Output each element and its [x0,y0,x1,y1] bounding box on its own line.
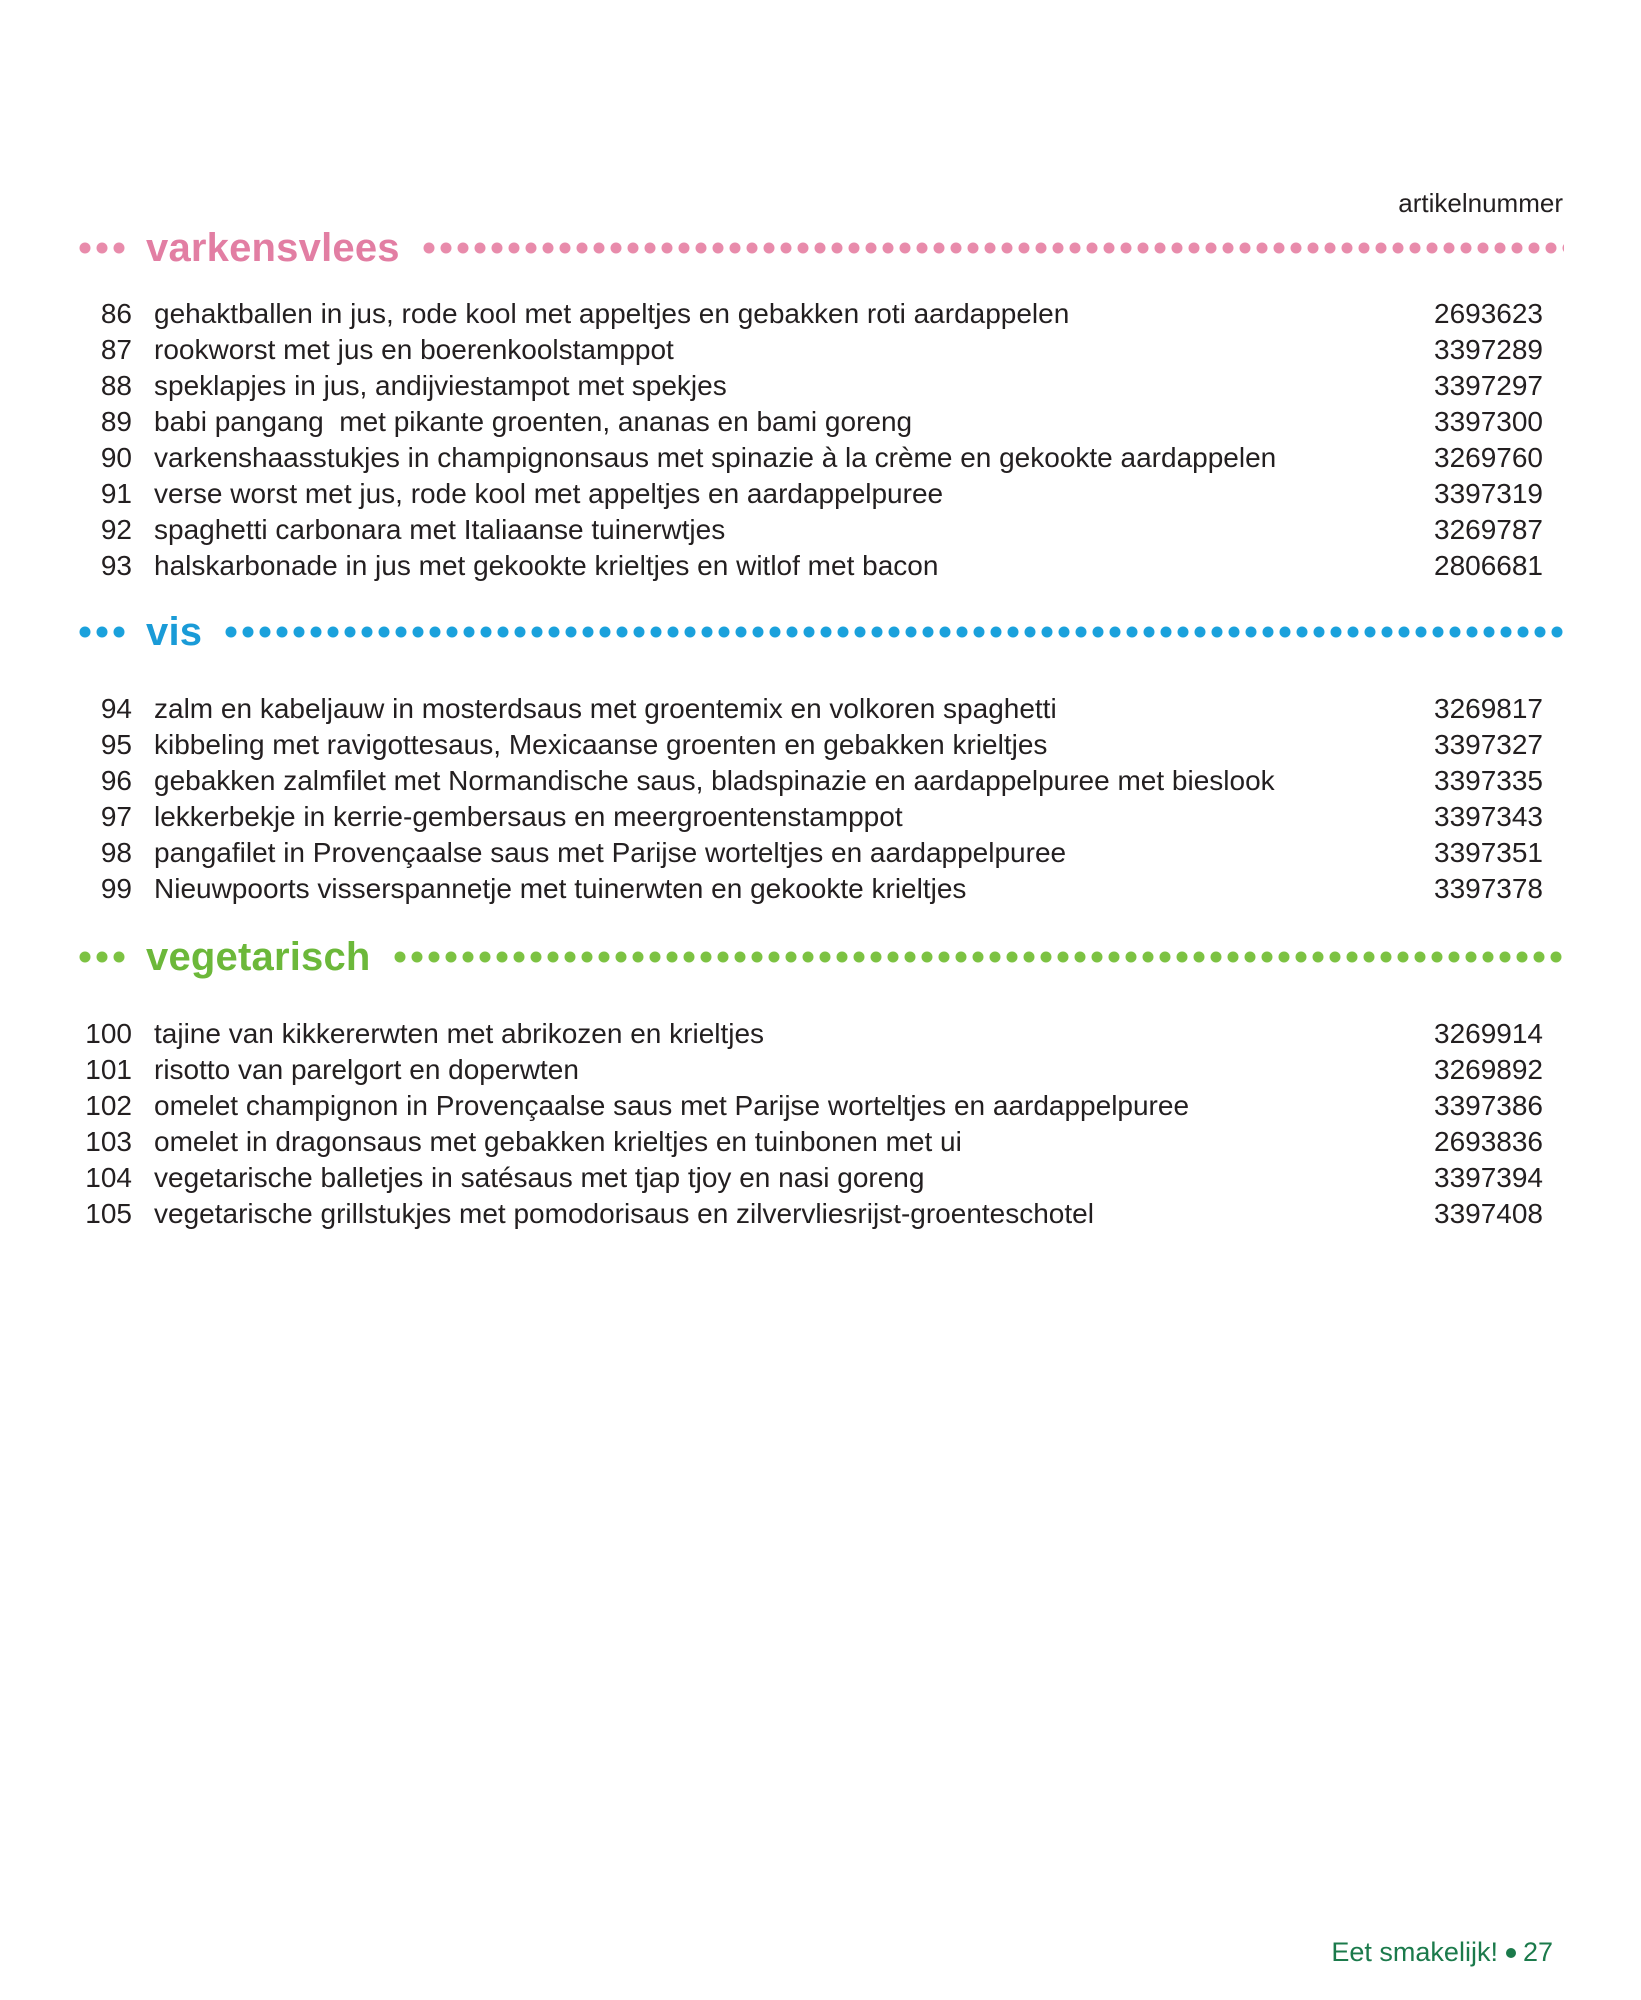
list-item [78,1196,1564,1232]
dotted-rule [224,625,1564,639]
article-number: 3397319 [1434,478,1544,509]
article-number: 3269892 [1434,1054,1544,1085]
list-item [78,871,1564,907]
article-number: 3397378 [1434,873,1544,904]
dish-number: 92 [100,514,132,545]
dish-list-vis [78,691,1564,907]
article-number: 3269914 [1434,1018,1544,1049]
list-item [78,296,1564,332]
list-item [78,727,1564,763]
dish-number: 96 [100,765,132,796]
article-number: 3397386 [1434,1090,1544,1121]
dish-number: 87 [100,334,132,365]
dish-name: risotto van parelgort en doperwten [154,1054,579,1085]
article-number: 3269787 [1434,514,1544,545]
dish-list-varkensvlees [78,296,1564,584]
list-item [78,332,1564,368]
dish-number: 93 [100,550,132,581]
section-header-varkensvlees [78,218,1564,278]
dish-number: 97 [100,801,132,832]
dish-number: 98 [100,837,132,868]
article-number: 3269760 [1434,442,1544,473]
dish-number: 86 [100,298,132,329]
article-number: 2693836 [1434,1126,1544,1157]
dish-number: 91 [100,478,132,509]
dish-number: 95 [100,729,132,760]
dish-number: 105 [85,1198,132,1229]
article-number: 3397289 [1434,334,1544,365]
article-number: 3397300 [1434,406,1544,437]
dish-name: varkenshaasstukjes in champignonsaus met spinazie à la crème en gekookte aardappelen [154,442,1277,473]
dish-name: Nieuwpoorts visserspannetje met tuinerwten en gekookte krieltjes [154,873,967,904]
article-number: 3397351 [1434,837,1544,868]
page-footer [1331,1937,1553,1968]
dish-name: zalm en kabeljauw in mosterdsaus met groentemix en volkoren spaghetti [154,693,1057,724]
dotted-rule [422,241,1564,255]
list-item [78,368,1564,404]
dish-name: gebakken zalmfilet met Normandische saus, bladspinazie en aardappelpuree met bieslook [154,765,1275,796]
dish-number: 104 [85,1162,132,1193]
dish-name: spaghetti carbonara met Italiaanse tuinerwtjes [154,514,726,545]
list-item [78,799,1564,835]
dotted-rule-lead [78,625,130,639]
dish-list-vegetarisch [78,1016,1564,1232]
list-item [78,1052,1564,1088]
dish-name: pangafilet in Provençaalse saus met Parijse worteltjes en aardappelpuree [154,837,1067,868]
dish-number: 94 [100,693,132,724]
dotted-rule-lead [78,241,130,255]
dish-name: omelet champignon in Provençaalse saus met Parijse worteltjes en aardappelpuree [154,1090,1190,1121]
dish-number: 103 [85,1126,132,1157]
article-number: 2693623 [1434,298,1544,329]
article-number: 3269817 [1434,693,1544,724]
list-item [78,512,1564,548]
section-header-vegetarisch [78,927,1564,987]
dish-name: kibbeling met ravigottesaus, Mexicaanse groenten en gebakken krieltjes [154,729,1048,760]
dish-name: verse worst met jus, rode kool met appeltjes en aardappelpuree [154,478,944,509]
dish-number: 102 [85,1090,132,1121]
article-number: 3397343 [1434,801,1544,832]
list-item [78,763,1564,799]
dish-name: babi pangang met pikante groenten, ananas en bami goreng [154,406,913,437]
dish-name: tajine van kikkererwten met abrikozen en krieltjes [154,1018,765,1049]
dish-name: lekkerbekje in kerrie-gembersaus en meergroentenstamppot [154,801,903,832]
list-item [78,1088,1564,1124]
bullet-dot-icon [1506,1948,1516,1958]
section-title: varkensvlees [146,226,400,270]
article-number: 3397327 [1434,729,1544,760]
list-item [78,476,1564,512]
list-item [78,691,1564,727]
list-item [78,835,1564,871]
dish-name: rookworst met jus en boerenkoolstamppot [154,334,674,365]
article-number: 2806681 [1434,550,1544,581]
dish-number: 90 [100,442,132,473]
list-item [78,1016,1564,1052]
article-number: 3397394 [1434,1162,1544,1193]
list-item [78,440,1564,476]
section-title: vis [146,610,203,654]
article-number: 3397297 [1434,370,1544,401]
dish-name: vegetarische grillstukjes met pomodorisaus en zilvervliesrijst-groenteschotel [154,1198,1094,1229]
dish-number: 88 [100,370,132,401]
dish-name: speklapjes in jus, andijviestampot met spekjes [154,370,727,401]
dish-number: 101 [85,1054,132,1085]
dish-number: 99 [100,873,132,904]
article-number: 3397335 [1434,765,1544,796]
dish-number: 89 [100,406,132,437]
dotted-rule [393,950,1564,964]
dish-name: halskarbonade in jus met gekookte krieltjes en witlof met bacon [154,550,939,581]
dish-number: 100 [85,1018,132,1049]
section-title: vegetarisch [146,935,371,979]
list-item [78,548,1564,584]
list-item [78,404,1564,440]
list-item [78,1124,1564,1160]
section-header-vis [78,602,1564,662]
dish-name: gehaktballen in jus, rode kool met appeltjes en gebakken roti aardappelen [154,298,1070,329]
dotted-rule-lead [78,950,130,964]
column-header-artikelnummer: artikelnummer [1398,188,1563,218]
list-item [78,1160,1564,1196]
footer-text: Eet smakelijk! [1331,1937,1498,1967]
dish-name: omelet in dragonsaus met gebakken krieltjes en tuinbonen met ui [154,1126,962,1157]
dish-name: vegetarische balletjes in satésaus met tjap tjoy en nasi goreng [154,1162,925,1193]
page-number: 27 [1522,1937,1553,1967]
article-number: 3397408 [1434,1198,1544,1229]
